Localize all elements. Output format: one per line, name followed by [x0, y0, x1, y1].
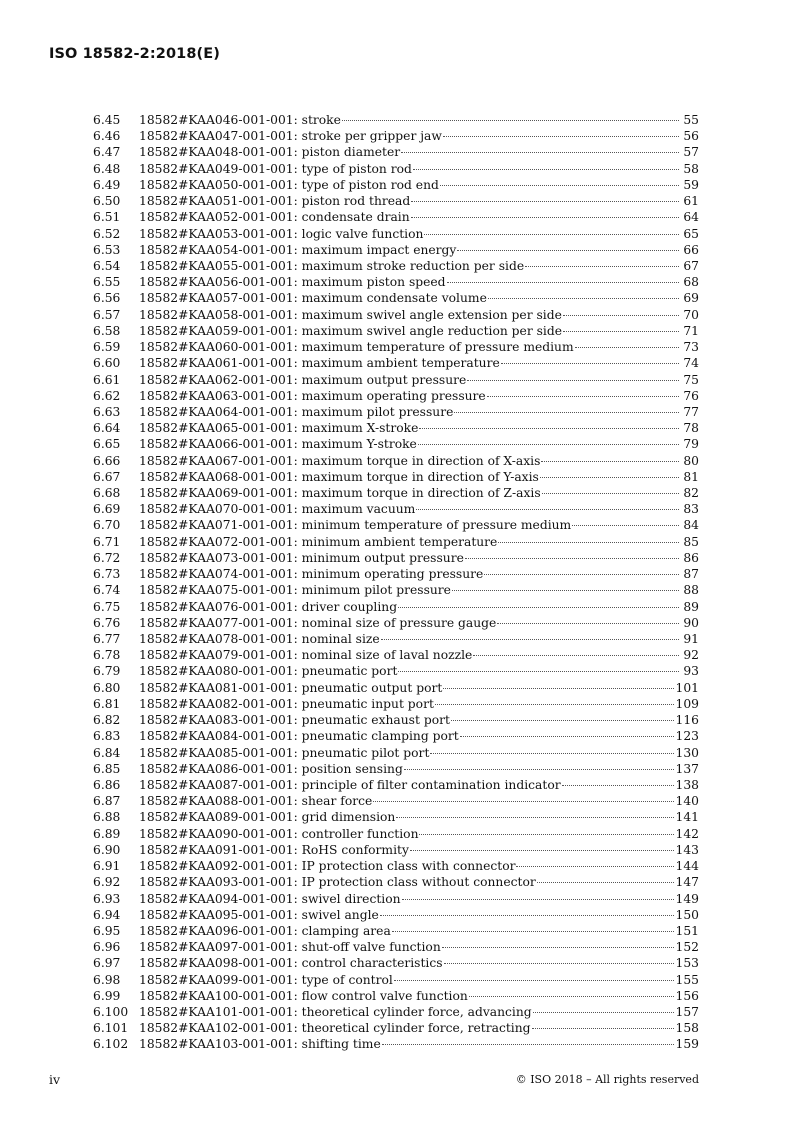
toc-entry-page: 152 [675, 940, 699, 955]
toc-entry-page: 141 [675, 810, 699, 825]
toc-dot-leader [542, 493, 679, 494]
toc-entry-title: 18582#KAA066-001-001: maximum Y-stroke [139, 437, 417, 452]
toc-entry-number: 6.77 [93, 632, 121, 646]
toc-entry[interactable] [93, 112, 699, 128]
toc-entry[interactable] [93, 258, 699, 274]
toc-dot-leader [498, 542, 679, 543]
toc-entry-page: 78 [683, 421, 699, 436]
toc-entry-page: 79 [683, 437, 699, 452]
toc-dot-leader [563, 315, 679, 316]
toc-entry-page: 137 [675, 761, 699, 776]
toc-entry[interactable] [93, 534, 699, 550]
toc-entry-page: 83 [683, 502, 699, 517]
toc-entry-number: 6.85 [93, 761, 121, 776]
toc-entry-page: 130 [675, 745, 699, 760]
toc-entry-title: 18582#KAA080-001-001: pneumatic port [139, 664, 398, 679]
toc-entry-title: 18582#KAA067-001-001: maximum torque in direction of X-axis [139, 453, 541, 468]
toc-entry[interactable] [93, 631, 699, 647]
toc-entry-number: 6.98 [93, 972, 121, 987]
toc-dot-leader [562, 785, 674, 786]
toc-dot-leader [424, 234, 679, 235]
toc-entry-page: 151 [675, 923, 699, 938]
toc-entry-title: 18582#KAA075-001-001: minimum pilot pressure [139, 583, 451, 598]
toc-entry-number: 6.66 [93, 453, 121, 468]
toc-entry[interactable] [93, 128, 699, 144]
toc-entry[interactable] [93, 193, 699, 209]
toc-entry-page: 91 [683, 632, 699, 646]
toc-entry-title: 18582#KAA064-001-001: maximum pilot pressure [139, 404, 454, 419]
toc-entry-number: 6.46 [93, 129, 121, 144]
footer-copyright: © ISO 2018 – All rights reserved [515, 1073, 699, 1086]
toc-entry-page: 123 [675, 729, 699, 744]
toc-entry-number: 6.55 [93, 275, 121, 290]
toc-dot-leader [392, 931, 674, 932]
toc-entry-title: 18582#KAA085-001-001: pneumatic pilot port [139, 745, 430, 760]
toc-dot-leader [541, 461, 679, 462]
toc-dot-leader [443, 688, 673, 689]
toc-entry-number: 6.64 [93, 421, 121, 436]
toc-entry-page: 89 [683, 599, 699, 614]
toc-dot-leader [435, 704, 674, 705]
toc-entry-number: 6.80 [93, 680, 121, 695]
toc-entry[interactable] [93, 355, 699, 371]
toc-entry-number: 6.83 [93, 729, 121, 744]
toc-entry-page: 66 [683, 242, 699, 257]
toc-entry[interactable] [93, 1004, 699, 1020]
toc-entry-title: 18582#KAA076-001-001: driver coupling [139, 599, 398, 614]
toc-dot-leader [411, 201, 679, 202]
toc-entry-number: 6.54 [93, 258, 121, 273]
toc-entry-title: 18582#KAA052-001-001: condensate drain [139, 210, 410, 225]
toc-entry-page: 67 [683, 258, 699, 273]
toc-entry[interactable] [93, 290, 699, 306]
toc-dot-leader [537, 882, 674, 883]
toc-entry[interactable] [93, 615, 699, 631]
toc-entry-page: 59 [683, 177, 699, 192]
toc-entry[interactable] [93, 1036, 699, 1052]
toc-dot-leader [451, 720, 674, 721]
toc-entry-number: 6.59 [93, 340, 121, 355]
toc-entry-number: 6.56 [93, 291, 121, 306]
toc-entry[interactable] [93, 907, 699, 923]
toc-entry[interactable] [93, 858, 699, 874]
toc-entry-page: 80 [683, 453, 699, 468]
toc-entry-title: 18582#KAA081-001-001: pneumatic output port [139, 680, 443, 695]
toc-entry-page: 88 [683, 583, 699, 598]
toc-entry-title: 18582#KAA077-001-001: nominal size of pressure gauge [139, 615, 497, 630]
toc-entry-title: 18582#KAA046-001-001: stroke [139, 113, 341, 127]
toc-entry-page: 101 [675, 680, 699, 695]
toc-dot-leader [410, 850, 674, 851]
toc-entry-page: 55 [683, 113, 699, 127]
toc-entry-number: 6.47 [93, 145, 121, 160]
toc-entry[interactable] [93, 582, 699, 598]
toc-entry-number: 6.53 [93, 242, 121, 257]
toc-entry-page: 77 [683, 404, 699, 419]
toc-dot-leader [404, 769, 674, 770]
toc-entry[interactable] [93, 696, 699, 712]
toc-dot-leader [401, 152, 679, 153]
footer-page-number: iv [49, 1072, 61, 1087]
toc-entry-page: 92 [683, 648, 699, 663]
toc-dot-leader [525, 266, 679, 267]
toc-entry[interactable] [93, 745, 699, 761]
toc-dot-leader [416, 509, 679, 510]
toc-entry-page: 64 [683, 210, 699, 225]
toc-dot-leader [575, 347, 679, 348]
toc-entry-number: 6.92 [93, 875, 121, 890]
toc-dot-leader [440, 185, 679, 186]
toc-entry[interactable] [93, 420, 699, 436]
toc-entry-title: 18582#KAA095-001-001: swivel angle [139, 907, 379, 922]
toc-entry-page: 153 [675, 956, 699, 971]
toc-entry-page: 144 [675, 859, 699, 874]
toc-entry-page: 150 [675, 907, 699, 922]
toc-dot-leader [540, 477, 679, 478]
toc-entry-title: 18582#KAA092-001-001: IP protection class with connector [139, 859, 516, 874]
toc-dot-leader [402, 899, 674, 900]
toc-entry[interactable] [93, 1020, 699, 1036]
toc-entry[interactable] [93, 923, 699, 939]
toc-entry-title: 18582#KAA060-001-001: maximum temperature of pressure medium [139, 340, 574, 355]
toc-entry-page: 70 [683, 307, 699, 322]
toc-entry-number: 6.82 [93, 713, 121, 728]
toc-entry[interactable] [93, 647, 699, 663]
toc-entry-page: 138 [675, 777, 699, 792]
toc-entry-page: 68 [683, 275, 699, 290]
toc-dot-leader [396, 817, 673, 818]
toc-entry[interactable] [93, 761, 699, 777]
toc-entry-page: 142 [675, 826, 699, 841]
toc-entry-page: 157 [675, 1005, 699, 1020]
toc-dot-leader [497, 623, 679, 624]
toc-entry-page: 85 [683, 534, 699, 549]
toc-entry-title: 18582#KAA096-001-001: clamping area [139, 923, 391, 938]
toc-entry-number: 6.60 [93, 356, 121, 371]
toc-dot-leader [563, 331, 679, 332]
toc-entry-number: 6.61 [93, 372, 121, 387]
toc-entry[interactable] [93, 955, 699, 971]
toc-entry[interactable] [93, 177, 699, 193]
toc-dot-leader [382, 1044, 674, 1045]
toc-entry-page: 75 [683, 372, 699, 387]
toc-entry-page: 57 [683, 145, 699, 160]
toc-dot-leader [394, 980, 674, 981]
toc-entry-number: 6.67 [93, 469, 121, 484]
toc-entry[interactable] [93, 144, 699, 160]
toc-entry-page: 93 [683, 664, 699, 679]
toc-entry-number: 6.90 [93, 842, 121, 857]
toc-entry-number: 6.71 [93, 534, 121, 549]
toc-entry[interactable] [93, 809, 699, 825]
toc-entry-page: 149 [675, 891, 699, 906]
toc-entry-title: 18582#KAA091-001-001: RoHS conformity [139, 842, 409, 857]
toc-entry-page: 73 [683, 340, 699, 355]
toc-entry-number: 6.49 [93, 177, 121, 192]
toc-dot-leader [465, 558, 679, 559]
toc-dot-leader [419, 428, 679, 429]
toc-dot-leader [444, 963, 674, 964]
toc-entry-title: 18582#KAA099-001-001: type of control [139, 972, 393, 987]
toc-entry-title: 18582#KAA087-001-001: principle of filter contamination indicator [139, 777, 561, 792]
toc-entry-title: 18582#KAA054-001-001: maximum impact energy [139, 242, 457, 257]
toc-dot-leader [516, 866, 673, 867]
toc-entry-number: 6.52 [93, 226, 121, 241]
toc-entry-title: 18582#KAA072-001-001: minimum ambient temperature [139, 534, 498, 549]
toc-entry-number: 6.93 [93, 891, 121, 906]
toc-dot-leader [454, 412, 679, 413]
toc-entry-number: 6.63 [93, 404, 121, 419]
toc-entry-title: 18582#KAA068-001-001: maximum torque in direction of Y-axis [139, 469, 539, 484]
toc-entry-number: 6.86 [93, 777, 121, 792]
toc-entry-number: 6.81 [93, 696, 121, 711]
toc-entry-number: 6.73 [93, 567, 121, 582]
toc-entry-page: 65 [683, 226, 699, 241]
toc-entry[interactable] [93, 793, 699, 809]
toc-entry-page: 81 [683, 469, 699, 484]
toc-dot-leader [533, 1012, 674, 1013]
toc-dot-leader [381, 639, 679, 640]
toc-entry[interactable] [93, 891, 699, 907]
toc-entry-title: 18582#KAA079-001-001: nominal size of laval nozzle [139, 648, 473, 663]
toc-entry-title: 18582#KAA089-001-001: grid dimension [139, 810, 396, 825]
toc-entry[interactable] [93, 453, 699, 469]
toc-entry-page: 69 [683, 291, 699, 306]
toc-entry-title: 18582#KAA073-001-001: minimum output pressure [139, 550, 464, 565]
toc-entry-number: 6.78 [93, 648, 121, 663]
toc-dot-leader [447, 282, 679, 283]
toc-dot-leader [413, 169, 679, 170]
toc-entry-page: 84 [683, 518, 699, 533]
toc-entry-number: 6.51 [93, 210, 121, 225]
toc-entry-number: 6.72 [93, 550, 121, 565]
toc-entry-page: 76 [683, 388, 699, 403]
toc-entry-title: 18582#KAA061-001-001: maximum ambient temperature [139, 356, 500, 371]
toc-entry-title: 18582#KAA097-001-001: shut-off valve function [139, 940, 441, 955]
toc-entry[interactable] [93, 501, 699, 517]
toc-dot-leader [452, 590, 679, 591]
toc-entry-number: 6.75 [93, 599, 121, 614]
toc-entry-page: 61 [683, 194, 699, 209]
toc-entry-title: 18582#KAA050-001-001: type of piston rod end [139, 177, 439, 192]
toc-entry-page: 158 [675, 1021, 699, 1036]
toc-entry[interactable] [93, 712, 699, 728]
toc-entry[interactable] [93, 274, 699, 290]
toc-dot-leader [442, 947, 674, 948]
toc-entry[interactable] [93, 161, 699, 177]
toc-dot-leader [342, 120, 679, 121]
toc-entry-page: 109 [675, 696, 699, 711]
toc-entry-title: 18582#KAA058-001-001: maximum swivel angle extension per side [139, 307, 562, 322]
toc-entry-number: 6.89 [93, 826, 121, 841]
toc-entry-number: 6.91 [93, 859, 121, 874]
toc-entry[interactable] [93, 469, 699, 485]
toc-dot-leader [411, 217, 679, 218]
toc-entry-page: 82 [683, 486, 699, 501]
toc-entry-number: 6.102 [93, 1037, 129, 1052]
toc-entry[interactable] [93, 777, 699, 793]
toc-entry-title: 18582#KAA049-001-001: type of piston rod [139, 161, 412, 176]
toc-entry-page: 71 [683, 323, 699, 338]
toc-entry-title: 18582#KAA057-001-001: maximum condensate volume [139, 291, 487, 306]
toc-entry-title: 18582#KAA086-001-001: position sensing [139, 761, 403, 776]
table-of-contents [93, 112, 699, 1053]
toc-dot-leader [430, 753, 673, 754]
toc-entry-page: 156 [675, 988, 699, 1003]
toc-entry-number: 6.94 [93, 907, 121, 922]
toc-entry-page: 159 [675, 1037, 699, 1052]
toc-entry-title: 18582#KAA083-001-001: pneumatic exhaust port [139, 713, 450, 728]
toc-entry-title: 18582#KAA093-001-001: IP protection class without connector [139, 875, 536, 890]
toc-dot-leader [467, 380, 679, 381]
toc-entry-number: 6.87 [93, 794, 121, 809]
toc-entry-number: 6.97 [93, 956, 121, 971]
toc-entry-page: 140 [675, 794, 699, 809]
toc-entry-number: 6.58 [93, 323, 121, 338]
toc-entry-page: 90 [683, 615, 699, 630]
toc-entry-title: 18582#KAA070-001-001: maximum vacuum [139, 502, 416, 517]
toc-entry-number: 6.69 [93, 502, 121, 517]
toc-entry[interactable] [93, 728, 699, 744]
toc-entry-page: 155 [675, 972, 699, 987]
toc-entry-title: 18582#KAA101-001-001: theoretical cylinder force, advancing [139, 1005, 532, 1020]
toc-entry[interactable] [93, 209, 699, 225]
toc-entry-title: 18582#KAA051-001-001: piston rod thread [139, 194, 411, 209]
toc-entry[interactable] [93, 242, 699, 258]
toc-entry-number: 6.100 [93, 1005, 129, 1020]
toc-entry-number: 6.76 [93, 615, 121, 630]
toc-dot-leader [443, 136, 679, 137]
toc-entry[interactable] [93, 826, 699, 842]
toc-entry-title: 18582#KAA048-001-001: piston diameter [139, 145, 401, 160]
toc-entry-title: 18582#KAA063-001-001: maximum operating pressure [139, 388, 486, 403]
toc-entry-title: 18582#KAA056-001-001: maximum piston speed [139, 275, 446, 290]
toc-entry-number: 6.74 [93, 583, 121, 598]
toc-entry[interactable] [93, 339, 699, 355]
toc-dot-leader [457, 250, 679, 251]
toc-entry-number: 6.45 [93, 113, 121, 127]
toc-entry-number: 6.99 [93, 988, 121, 1003]
toc-entry[interactable] [93, 307, 699, 323]
toc-dot-leader [572, 525, 679, 526]
toc-entry-title: 18582#KAA071-001-001: minimum temperature of pressure medium [139, 518, 572, 533]
toc-entry-number: 6.70 [93, 518, 121, 533]
toc-entry[interactable] [93, 323, 699, 339]
toc-entry-title: 18582#KAA065-001-001: maximum X-stroke [139, 421, 419, 436]
toc-entry-page: 56 [683, 129, 699, 144]
toc-entry[interactable] [93, 226, 699, 242]
toc-entry[interactable] [93, 988, 699, 1004]
toc-dot-leader [419, 834, 673, 835]
toc-entry-page: 147 [675, 875, 699, 890]
toc-entry[interactable] [93, 972, 699, 988]
toc-dot-leader [532, 1028, 674, 1029]
toc-dot-leader [469, 996, 674, 997]
toc-entry[interactable] [93, 566, 699, 582]
toc-dot-leader [488, 298, 679, 299]
toc-entry-number: 6.62 [93, 388, 121, 403]
toc-entry-title: 18582#KAA088-001-001: shear force [139, 794, 373, 809]
toc-entry-page: 143 [675, 842, 699, 857]
toc-entry[interactable] [93, 599, 699, 615]
toc-entry-number: 6.65 [93, 437, 121, 452]
toc-entry[interactable] [93, 663, 699, 679]
toc-dot-leader [380, 915, 674, 916]
page-header-title: ISO 18582-2:2018(E) [49, 46, 220, 62]
toc-entry-title: 18582#KAA094-001-001: swivel direction [139, 891, 401, 906]
toc-entry[interactable] [93, 874, 699, 890]
toc-dot-leader [501, 363, 679, 364]
toc-entry-title: 18582#KAA090-001-001: controller function [139, 826, 419, 841]
toc-entry-page: 58 [683, 161, 699, 176]
toc-entry-title: 18582#KAA055-001-001: maximum stroke reduction per side [139, 258, 525, 273]
toc-entry-page: 87 [683, 567, 699, 582]
toc-dot-leader [373, 801, 673, 802]
toc-entry-title: 18582#KAA069-001-001: maximum torque in direction of Z-axis [139, 486, 541, 501]
toc-entry-title: 18582#KAA098-001-001: control characteristics [139, 956, 443, 971]
toc-entry[interactable] [93, 550, 699, 566]
toc-entry[interactable] [93, 842, 699, 858]
toc-dot-leader [484, 574, 679, 575]
toc-entry-title: 18582#KAA078-001-001: nominal size [139, 632, 380, 646]
toc-entry[interactable] [93, 372, 699, 388]
toc-entry-number: 6.68 [93, 486, 121, 501]
toc-entry-title: 18582#KAA084-001-001: pneumatic clamping port [139, 729, 459, 744]
toc-entry-page: 116 [675, 713, 699, 728]
toc-entry-number: 6.48 [93, 161, 121, 176]
toc-entry[interactable] [93, 680, 699, 696]
toc-dot-leader [487, 396, 679, 397]
toc-entry-title: 18582#KAA053-001-001: logic valve function [139, 226, 424, 241]
toc-entry-number: 6.57 [93, 307, 121, 322]
toc-entry-title: 18582#KAA047-001-001: stroke per gripper jaw [139, 129, 442, 144]
toc-entry-title: 18582#KAA062-001-001: maximum output pressure [139, 372, 467, 387]
toc-entry-title: 18582#KAA100-001-001: flow control valve function [139, 988, 468, 1003]
toc-entry-number: 6.50 [93, 194, 121, 209]
toc-dot-leader [398, 607, 679, 608]
toc-dot-leader [460, 736, 674, 737]
toc-dot-leader [418, 444, 679, 445]
toc-entry[interactable] [93, 388, 699, 404]
toc-entry-number: 6.84 [93, 745, 121, 760]
toc-entry-title: 18582#KAA074-001-001: minimum operating pressure [139, 567, 484, 582]
toc-entry-title: 18582#KAA102-001-001: theoretical cylinder force, retracting [139, 1021, 531, 1036]
toc-entry[interactable] [93, 939, 699, 955]
toc-entry-title: 18582#KAA059-001-001: maximum swivel angle reduction per side [139, 323, 562, 338]
toc-entry-number: 6.79 [93, 664, 121, 679]
toc-entry-number: 6.88 [93, 810, 121, 825]
toc-entry[interactable] [93, 436, 699, 452]
toc-entry[interactable] [93, 485, 699, 501]
toc-entry-title: 18582#KAA082-001-001: pneumatic input port [139, 696, 434, 711]
toc-entry-page: 86 [683, 550, 699, 565]
toc-entry-number: 6.96 [93, 940, 121, 955]
toc-dot-leader [473, 655, 679, 656]
toc-entry[interactable] [93, 517, 699, 533]
toc-entry[interactable] [93, 404, 699, 420]
toc-entry-page: 74 [683, 356, 699, 371]
toc-entry-number: 6.101 [93, 1021, 129, 1036]
toc-dot-leader [398, 671, 679, 672]
toc-entry-title: 18582#KAA103-001-001: shifting time [139, 1037, 381, 1052]
toc-entry-number: 6.95 [93, 923, 121, 938]
